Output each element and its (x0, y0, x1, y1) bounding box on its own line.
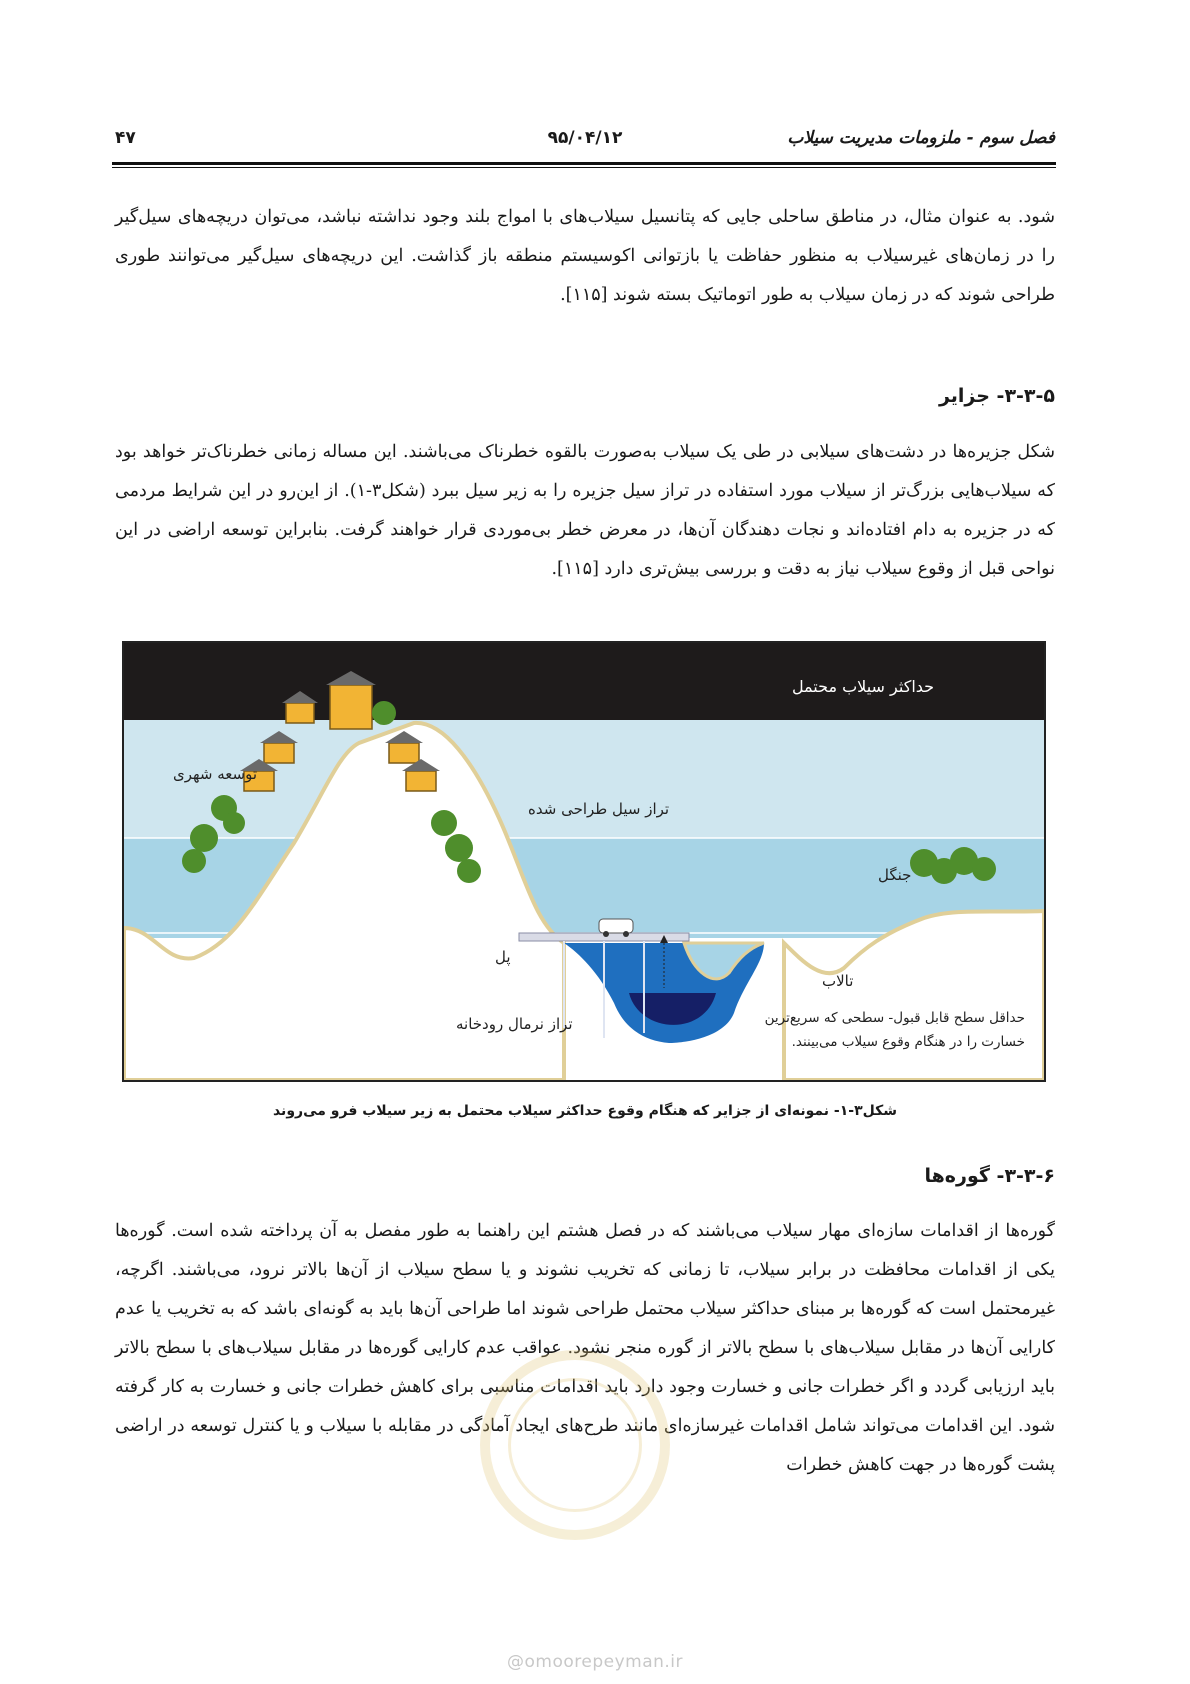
watermark-url: @omoorepeyman.ir (506, 1652, 684, 1672)
apartment-building (330, 685, 372, 729)
figure-banner: حداکثر سیلاب محتمل (716, 664, 1010, 710)
page-header (115, 128, 1055, 158)
house (286, 703, 314, 723)
chapter-title: فصل سوم - ملزومات مدیریت سیلاب (787, 128, 1055, 148)
header-date: ۹۵/۰۴/۱۲ (547, 128, 623, 148)
header-rule-thin (112, 167, 1056, 168)
label-forest: جنگل (878, 866, 912, 884)
paragraph-islands: شکل جزیره‌ها در دشت‌های سیلابی در طی یک سیلاب به‌صورت بالقوه خطرناک می‌باشند. این مساله زمانی خطرناک‌تر خواهد بود که سیلاب‌هایی بزرگ‌تر از سیلاب مورد استفاده در تراز سیل جزیره را به زیر سیل ببرد (شکل۳-۱). از این‌رو در این شرایط مردمی که در جزیره به دام افتاده‌اند و نجات دهندگان آن‌ها، در معرض خطر بی‌موردی قرار خواهند گرفت. بنابراین توسعه اراضی در این نواحی قبل از وقوع سیلاب نیاز به دقت و بررسی بیش‌تری دارد [۱۱۵]. (115, 442, 1055, 579)
section-heading-levees: ۳-۳-۶- گوره‌ها (924, 1165, 1055, 1187)
page-number: ۴۷ (115, 128, 136, 148)
paragraph-floodgates: شود. به عنوان مثال، در مناطق ساحلی جایی که پتانسیل سیلاب‌های با امواج بلند وجود نداشته نباشد، می‌توان دریچه‌های سیل‌گیر را در زمان‌های غیرسیلاب به منظور حفاظت یا بازتوانی اکوسیستم منطقه باز گذاشت. این دریچه‌های سیل‌گیر می‌توانند طوری طراحی شوند که در زمان سیلاب به طور اتوماتیک بسته شوند [۱۱۵]. (115, 207, 1055, 305)
label-river-level: تراز نرمال رودخانه (456, 1015, 573, 1033)
label-urban: توسعه شهری (173, 765, 258, 783)
house (406, 771, 436, 791)
label-marsh: تالاب (822, 972, 854, 990)
header-rule-thick (112, 162, 1056, 165)
paragraph-levees: گوره‌ها از اقدامات سازه‌ای مهار سیلاب می‌باشند که در فصل هشتم این راهنما به طور مفصل به آن پرداخته شده است. گوره‌ها یکی از اقدامات محافظت در برابر سیلاب، تا زمانی که تخریب نشوند و یا سطح سیلاب از آن‌ها بالاتر نرود، می‌باشند. اگرچه، غیرمحتمل است که گوره‌ها بر مبنای حداکثر سیلاب محتمل طراحی شوند اما طراحی آن‌ها باید به گونه‌ای باشد که به تخریب یا عدم کارایی آن‌ها در مقابل سیلاب‌های با سطح بالاتر از گوره منجر نشود. عواقب عدم کارایی گوره‌ها در مقابل سیلاب‌های با سطح بالاتر باید ارزیابی گردد و اگر خطرات جانی و خسارت وجود دارد باید اقدامات مناسبی برای کاهش خطرات جانی و خسارت به کار گرفته شود. این اقدامات می‌تواند شامل اقدامات غیرسازه‌ای مانند طرح‌های ایجاد آمادگی در مقابله با سیلاب و یا کنترل توسعه در اراضی پشت گوره‌ها در جهت کاهش خطرات (115, 1221, 1055, 1475)
label-bridge: پل (495, 948, 511, 966)
section-heading-islands: ۳-۳-۵- جزایر (938, 385, 1055, 407)
figure-caption: شکل۳-۱- نمونه‌ای از جزایر که هنگام وقوع حداکثر سیلاب محتمل به زیر سیلاب فرو می‌روند (272, 1103, 898, 1119)
label-min-level: حداقل سطح قابل قبول- سطحی که سریع‌ترین خسارت را در هنگام وقوع سیلاب می‌بینند. (764, 1010, 1025, 1050)
house (389, 743, 419, 763)
house (264, 743, 294, 763)
label-design-level: تراز سیل طراحی شده (528, 800, 670, 818)
car (599, 919, 633, 933)
watermark-seal-icon (480, 1350, 670, 1540)
